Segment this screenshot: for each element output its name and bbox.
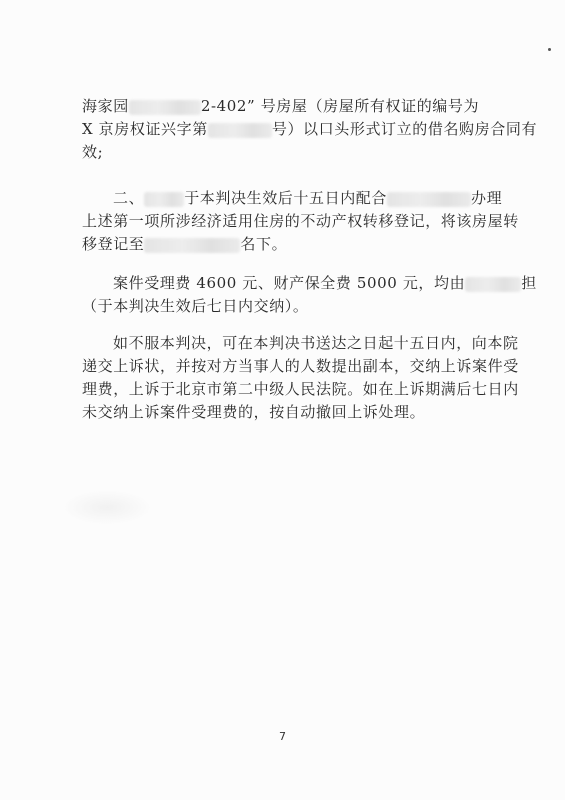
paragraph-court-fees	[82, 272, 537, 318]
paragraph-transfer-order	[82, 187, 519, 256]
text-line	[82, 118, 538, 141]
text-fragment: 担	[521, 274, 537, 292]
scan-smudge	[62, 490, 152, 525]
text-line: 如不服本判决，可在本判决书送达之日起十五日内，向本院	[113, 334, 519, 352]
text-line: 上述第一项所涉经济适用住房的不动产权转移登记，将该房屋转	[82, 212, 519, 230]
text-line	[82, 187, 503, 210]
text-fragment: 于本判决生效后十五日内配合	[184, 189, 388, 207]
text-line	[82, 233, 474, 256]
text-line: （于本判决生效后七日内交纳）。	[82, 297, 309, 315]
redacted-certificate-number	[208, 123, 272, 138]
redacted-party-name	[144, 192, 184, 207]
text-fragment: X 京房权证兴字第	[82, 120, 208, 138]
text-line: 递交上诉状，并按对方当事人的人数提出副本，交纳上诉案件受	[82, 357, 519, 375]
text-fragment: 移登记至	[82, 235, 145, 253]
text-fragment: 名下。	[240, 235, 288, 253]
text-fragment: 办理	[471, 189, 503, 207]
paragraph-appeal-notice	[82, 332, 519, 424]
text-fragment: 海家园	[82, 97, 129, 115]
paragraph-contract-validity	[82, 95, 538, 164]
text-line: 理费，上诉于北京市第二中级人民法院。如在上诉期满后七日内	[82, 380, 519, 398]
text-line: 未交纳上诉案件受理费的，按自动撤回上诉处理。	[82, 403, 426, 421]
text-line	[82, 272, 537, 295]
scan-speck	[548, 48, 551, 51]
redacted-party-name	[465, 277, 521, 292]
text-fragment: 号）以口头形式订立的借名购房合同有	[271, 120, 538, 138]
redacted-party-name	[144, 238, 240, 253]
text-fragment: 2-402” 号房屋（房屋所有权证的编号为	[200, 97, 480, 115]
redacted-party-name	[387, 192, 471, 207]
text-line: 效;	[82, 143, 104, 161]
text-line	[82, 95, 480, 118]
document-body	[82, 95, 538, 424]
redacted-address	[129, 100, 201, 115]
page-number: 7	[279, 730, 286, 743]
text-fragment: 二、	[113, 189, 145, 207]
text-fragment: 案件受理费 4600 元、财产保全费 5000 元，均由	[113, 274, 466, 292]
